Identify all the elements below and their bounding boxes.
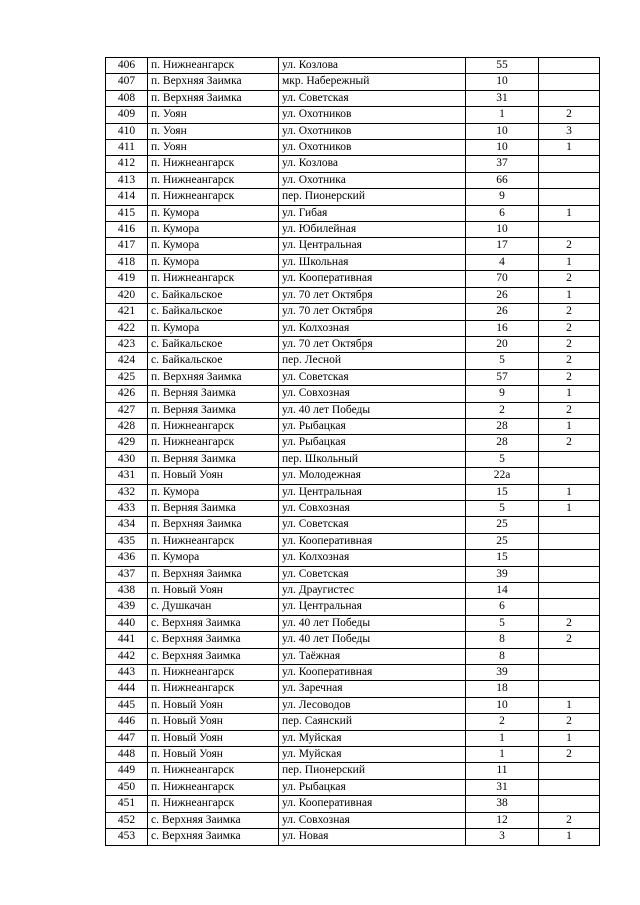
apartment-number-cell: 1 (539, 484, 600, 500)
street-cell: ул. Козлова (279, 156, 466, 172)
street-cell: ул. Кооперативная (279, 796, 466, 812)
table-row (106, 172, 600, 188)
table-row (106, 123, 600, 139)
street-cell: ул. Охотников (279, 123, 466, 139)
table-row (106, 566, 600, 582)
table-row (106, 550, 600, 566)
house-number-cell: 39 (466, 665, 539, 681)
apartment-number-cell: 2 (539, 271, 600, 287)
table-row (106, 238, 600, 254)
row-number-cell: 439 (106, 599, 148, 615)
locality-cell: п. Кумора (148, 222, 279, 238)
locality-cell: п. Верхняя Заимка (148, 90, 279, 106)
table-row (106, 58, 600, 74)
table-row (106, 369, 600, 385)
apartment-number-cell (539, 779, 600, 795)
street-cell: ул. Охотников (279, 140, 466, 156)
apartment-number-cell: 2 (539, 402, 600, 418)
street-cell: ул. Драугистес (279, 583, 466, 599)
street-cell: ул. Новая (279, 829, 466, 845)
row-number-cell: 406 (106, 58, 148, 74)
house-number-cell: 14 (466, 583, 539, 599)
street-cell: ул. 70 лет Октября (279, 304, 466, 320)
apartment-number-cell: 2 (539, 320, 600, 336)
row-number-cell: 441 (106, 632, 148, 648)
locality-cell: с. Байкальское (148, 353, 279, 369)
house-number-cell: 17 (466, 238, 539, 254)
table-row (106, 648, 600, 664)
row-number-cell: 430 (106, 451, 148, 467)
street-cell: ул. Охотника (279, 172, 466, 188)
street-cell: ул. Рыбацкая (279, 435, 466, 451)
locality-cell: с. Байкальское (148, 287, 279, 303)
street-cell: ул. 70 лет Октября (279, 336, 466, 352)
apartment-number-cell (539, 451, 600, 467)
table-row (106, 353, 600, 369)
row-number-cell: 435 (106, 533, 148, 549)
locality-cell: п. Нижнеангарск (148, 779, 279, 795)
table-row (106, 615, 600, 631)
table-row (106, 254, 600, 270)
street-cell: ул. Советская (279, 369, 466, 385)
apartment-number-cell (539, 599, 600, 615)
house-number-cell: 10 (466, 74, 539, 90)
locality-cell: с. Верхняя Заимка (148, 648, 279, 664)
locality-cell: п. Уоян (148, 140, 279, 156)
row-number-cell: 428 (106, 418, 148, 434)
row-number-cell: 419 (106, 271, 148, 287)
row-number-cell: 434 (106, 517, 148, 533)
house-number-cell: 15 (466, 484, 539, 500)
table-row (106, 796, 600, 812)
table-row (106, 714, 600, 730)
house-number-cell: 3 (466, 829, 539, 845)
table-row (106, 665, 600, 681)
apartment-number-cell: 3 (539, 123, 600, 139)
row-number-cell: 429 (106, 435, 148, 451)
locality-cell: п. Кумора (148, 320, 279, 336)
apartment-number-cell (539, 550, 600, 566)
street-cell: ул. Муйская (279, 730, 466, 746)
apartment-number-cell: 2 (539, 336, 600, 352)
house-number-cell: 25 (466, 517, 539, 533)
house-number-cell: 10 (466, 123, 539, 139)
apartment-number-cell: 2 (539, 435, 600, 451)
row-number-cell: 408 (106, 90, 148, 106)
locality-cell: с. Байкальское (148, 336, 279, 352)
house-number-cell: 5 (466, 353, 539, 369)
locality-cell: п. Кумора (148, 205, 279, 221)
house-number-cell: 37 (466, 156, 539, 172)
row-number-cell: 436 (106, 550, 148, 566)
row-number-cell: 409 (106, 107, 148, 123)
row-number-cell: 432 (106, 484, 148, 500)
row-number-cell: 451 (106, 796, 148, 812)
house-number-cell: 70 (466, 271, 539, 287)
table-row (106, 336, 600, 352)
table-row (106, 779, 600, 795)
house-number-cell: 1 (466, 730, 539, 746)
locality-cell: п. Верхняя Заимка (148, 369, 279, 385)
row-number-cell: 413 (106, 172, 148, 188)
row-number-cell: 453 (106, 829, 148, 845)
locality-cell: п. Кумора (148, 550, 279, 566)
street-cell: ул. Молодежная (279, 468, 466, 484)
apartment-number-cell (539, 468, 600, 484)
house-number-cell: 4 (466, 254, 539, 270)
locality-cell: п. Уоян (148, 123, 279, 139)
apartment-number-cell (539, 681, 600, 697)
apartment-number-cell (539, 189, 600, 205)
apartment-number-cell (539, 74, 600, 90)
house-number-cell: 2 (466, 714, 539, 730)
locality-cell: п. Уоян (148, 107, 279, 123)
street-cell: пер. Пионерский (279, 763, 466, 779)
row-number-cell: 416 (106, 222, 148, 238)
table-row (106, 435, 600, 451)
street-cell: ул. 70 лет Октября (279, 287, 466, 303)
address-table (105, 57, 600, 846)
street-cell: ул. Рыбацкая (279, 418, 466, 434)
locality-cell: п. Кумора (148, 484, 279, 500)
street-cell: ул. Совхозная (279, 500, 466, 516)
table-row (106, 189, 600, 205)
house-number-cell: 5 (466, 615, 539, 631)
apartment-number-cell: 2 (539, 747, 600, 763)
table-row (106, 418, 600, 434)
house-number-cell: 31 (466, 90, 539, 106)
house-number-cell: 9 (466, 386, 539, 402)
locality-cell: п. Нижнеангарск (148, 418, 279, 434)
table-row (106, 730, 600, 746)
apartment-number-cell: 2 (539, 714, 600, 730)
house-number-cell: 16 (466, 320, 539, 336)
street-cell: ул. Центральная (279, 484, 466, 500)
table-row (106, 287, 600, 303)
street-cell: ул. 40 лет Победы (279, 632, 466, 648)
row-number-cell: 450 (106, 779, 148, 795)
locality-cell: п. Нижнеангарск (148, 796, 279, 812)
table-row (106, 484, 600, 500)
house-number-cell: 1 (466, 107, 539, 123)
apartment-number-cell (539, 648, 600, 664)
locality-cell: п. Новый Уоян (148, 747, 279, 763)
table-row (106, 812, 600, 828)
address-table-body (106, 58, 600, 846)
apartment-number-cell: 1 (539, 829, 600, 845)
locality-cell: п. Кумора (148, 238, 279, 254)
table-row (106, 90, 600, 106)
apartment-number-cell: 1 (539, 418, 600, 434)
street-cell: ул. Колхозная (279, 320, 466, 336)
row-number-cell: 425 (106, 369, 148, 385)
table-row (106, 533, 600, 549)
table-row (106, 107, 600, 123)
apartment-number-cell: 1 (539, 386, 600, 402)
table-row (106, 468, 600, 484)
table-row (106, 451, 600, 467)
street-cell: пер. Пионерский (279, 189, 466, 205)
house-number-cell: 66 (466, 172, 539, 188)
apartment-number-cell (539, 517, 600, 533)
street-cell: ул. Кооперативная (279, 271, 466, 287)
row-number-cell: 444 (106, 681, 148, 697)
locality-cell: п. Верняя Заимка (148, 500, 279, 516)
apartment-number-cell: 2 (539, 304, 600, 320)
street-cell: пер. Лесной (279, 353, 466, 369)
apartment-number-cell (539, 222, 600, 238)
locality-cell: с. Верхняя Заимка (148, 812, 279, 828)
house-number-cell: 2 (466, 402, 539, 418)
street-cell: пер. Школьный (279, 451, 466, 467)
table-row (106, 205, 600, 221)
row-number-cell: 449 (106, 763, 148, 779)
house-number-cell: 10 (466, 697, 539, 713)
table-row (106, 304, 600, 320)
table-row (106, 829, 600, 845)
apartment-number-cell: 1 (539, 730, 600, 746)
apartment-number-cell (539, 583, 600, 599)
row-number-cell: 443 (106, 665, 148, 681)
street-cell: ул. Охотников (279, 107, 466, 123)
apartment-number-cell: 1 (539, 205, 600, 221)
locality-cell: п. Нижнеангарск (148, 533, 279, 549)
row-number-cell: 412 (106, 156, 148, 172)
row-number-cell: 423 (106, 336, 148, 352)
apartment-number-cell (539, 763, 600, 779)
street-cell: ул. Совхозная (279, 812, 466, 828)
apartment-number-cell: 2 (539, 353, 600, 369)
table-row (106, 681, 600, 697)
street-cell: ул. Таёжная (279, 648, 466, 664)
locality-cell: с. Душкачан (148, 599, 279, 615)
table-row (106, 402, 600, 418)
house-number-cell: 8 (466, 648, 539, 664)
row-number-cell: 426 (106, 386, 148, 402)
apartment-number-cell: 1 (539, 287, 600, 303)
house-number-cell: 12 (466, 812, 539, 828)
row-number-cell: 422 (106, 320, 148, 336)
table-row (106, 271, 600, 287)
street-cell: ул. Школьная (279, 254, 466, 270)
street-cell: ул. 40 лет Победы (279, 615, 466, 631)
table-row (106, 74, 600, 90)
table-row (106, 697, 600, 713)
table-row (106, 156, 600, 172)
locality-cell: п. Новый Уоян (148, 583, 279, 599)
house-number-cell: 39 (466, 566, 539, 582)
apartment-number-cell (539, 796, 600, 812)
apartment-number-cell: 1 (539, 697, 600, 713)
row-number-cell: 447 (106, 730, 148, 746)
house-number-cell: 55 (466, 58, 539, 74)
house-number-cell: 11 (466, 763, 539, 779)
locality-cell: п. Верхняя Заимка (148, 566, 279, 582)
locality-cell: п. Нижнеангарск (148, 681, 279, 697)
locality-cell: п. Новый Уоян (148, 697, 279, 713)
apartment-number-cell: 2 (539, 369, 600, 385)
table-row (106, 140, 600, 156)
street-cell: ул. Центральная (279, 238, 466, 254)
house-number-cell: 1 (466, 747, 539, 763)
house-number-cell: 10 (466, 222, 539, 238)
house-number-cell: 9 (466, 189, 539, 205)
table-row (106, 222, 600, 238)
house-number-cell: 28 (466, 435, 539, 451)
street-cell: ул. 40 лет Победы (279, 402, 466, 418)
street-cell: ул. Козлова (279, 58, 466, 74)
house-number-cell: 26 (466, 304, 539, 320)
row-number-cell: 410 (106, 123, 148, 139)
locality-cell: п. Кумора (148, 254, 279, 270)
locality-cell: п. Верняя Заимка (148, 386, 279, 402)
apartment-number-cell (539, 665, 600, 681)
locality-cell: с. Байкальское (148, 304, 279, 320)
apartment-number-cell: 2 (539, 238, 600, 254)
locality-cell: п. Нижнеангарск (148, 189, 279, 205)
house-number-cell: 5 (466, 451, 539, 467)
apartment-number-cell (539, 533, 600, 549)
apartment-number-cell: 1 (539, 500, 600, 516)
locality-cell: п. Верняя Заимка (148, 402, 279, 418)
house-number-cell: 5 (466, 500, 539, 516)
table-row (106, 517, 600, 533)
apartment-number-cell: 2 (539, 107, 600, 123)
locality-cell: п. Нижнеангарск (148, 435, 279, 451)
street-cell: ул. Колхозная (279, 550, 466, 566)
locality-cell: п. Нижнеангарск (148, 271, 279, 287)
table-row (106, 632, 600, 648)
row-number-cell: 424 (106, 353, 148, 369)
row-number-cell: 414 (106, 189, 148, 205)
locality-cell: п. Нижнеангарск (148, 58, 279, 74)
street-cell: ул. Советская (279, 517, 466, 533)
locality-cell: п. Новый Уоян (148, 730, 279, 746)
locality-cell: п. Новый Уоян (148, 468, 279, 484)
row-number-cell: 411 (106, 140, 148, 156)
house-number-cell: 15 (466, 550, 539, 566)
locality-cell: п. Нижнеангарск (148, 665, 279, 681)
house-number-cell: 25 (466, 533, 539, 549)
street-cell: ул. Центральная (279, 599, 466, 615)
table-row (106, 500, 600, 516)
house-number-cell: 8 (466, 632, 539, 648)
house-number-cell: 28 (466, 418, 539, 434)
street-cell: ул. Заречная (279, 681, 466, 697)
table-row (106, 583, 600, 599)
row-number-cell: 418 (106, 254, 148, 270)
locality-cell: п. Нижнеангарск (148, 763, 279, 779)
house-number-cell: 6 (466, 205, 539, 221)
apartment-number-cell: 2 (539, 615, 600, 631)
house-number-cell: 31 (466, 779, 539, 795)
street-cell: ул. Юбилейная (279, 222, 466, 238)
house-number-cell: 57 (466, 369, 539, 385)
row-number-cell: 446 (106, 714, 148, 730)
apartment-number-cell: 1 (539, 140, 600, 156)
street-cell: ул. Советская (279, 90, 466, 106)
locality-cell: п. Верхняя Заимка (148, 517, 279, 533)
row-number-cell: 440 (106, 615, 148, 631)
apartment-number-cell: 2 (539, 632, 600, 648)
apartment-number-cell (539, 172, 600, 188)
street-cell: ул. Рыбацкая (279, 779, 466, 795)
apartment-number-cell: 1 (539, 254, 600, 270)
street-cell: ул. Муйская (279, 747, 466, 763)
house-number-cell: 20 (466, 336, 539, 352)
apartment-number-cell (539, 156, 600, 172)
locality-cell: п. Нижнеангарск (148, 156, 279, 172)
row-number-cell: 448 (106, 747, 148, 763)
locality-cell: с. Верхняя Заимка (148, 615, 279, 631)
house-number-cell: 18 (466, 681, 539, 697)
street-cell: ул. Гибая (279, 205, 466, 221)
row-number-cell: 445 (106, 697, 148, 713)
street-cell: ул. Кооперативная (279, 533, 466, 549)
street-cell: ул. Лесоводов (279, 697, 466, 713)
row-number-cell: 431 (106, 468, 148, 484)
house-number-cell: 26 (466, 287, 539, 303)
apartment-number-cell (539, 90, 600, 106)
house-number-cell: 6 (466, 599, 539, 615)
apartment-number-cell (539, 58, 600, 74)
row-number-cell: 452 (106, 812, 148, 828)
street-cell: ул. Совхозная (279, 386, 466, 402)
row-number-cell: 421 (106, 304, 148, 320)
house-number-cell: 22а (466, 468, 539, 484)
table-row (106, 599, 600, 615)
row-number-cell: 420 (106, 287, 148, 303)
house-number-cell: 10 (466, 140, 539, 156)
table-row (106, 320, 600, 336)
table-row (106, 747, 600, 763)
locality-cell: п. Верняя Заимка (148, 451, 279, 467)
street-cell: пер. Саянский (279, 714, 466, 730)
house-number-cell: 38 (466, 796, 539, 812)
row-number-cell: 407 (106, 74, 148, 90)
locality-cell: п. Нижнеангарск (148, 172, 279, 188)
locality-cell: п. Новый Уоян (148, 714, 279, 730)
table-row (106, 763, 600, 779)
row-number-cell: 437 (106, 566, 148, 582)
row-number-cell: 427 (106, 402, 148, 418)
table-row (106, 386, 600, 402)
locality-cell: с. Верхняя Заимка (148, 632, 279, 648)
row-number-cell: 442 (106, 648, 148, 664)
apartment-number-cell (539, 566, 600, 582)
street-cell: мкр. Набережный (279, 74, 466, 90)
apartment-number-cell: 2 (539, 812, 600, 828)
row-number-cell: 433 (106, 500, 148, 516)
locality-cell: с. Верхняя Заимка (148, 829, 279, 845)
locality-cell: п. Верхняя Заимка (148, 74, 279, 90)
street-cell: ул. Кооперативная (279, 665, 466, 681)
row-number-cell: 438 (106, 583, 148, 599)
street-cell: ул. Советская (279, 566, 466, 582)
row-number-cell: 417 (106, 238, 148, 254)
row-number-cell: 415 (106, 205, 148, 221)
